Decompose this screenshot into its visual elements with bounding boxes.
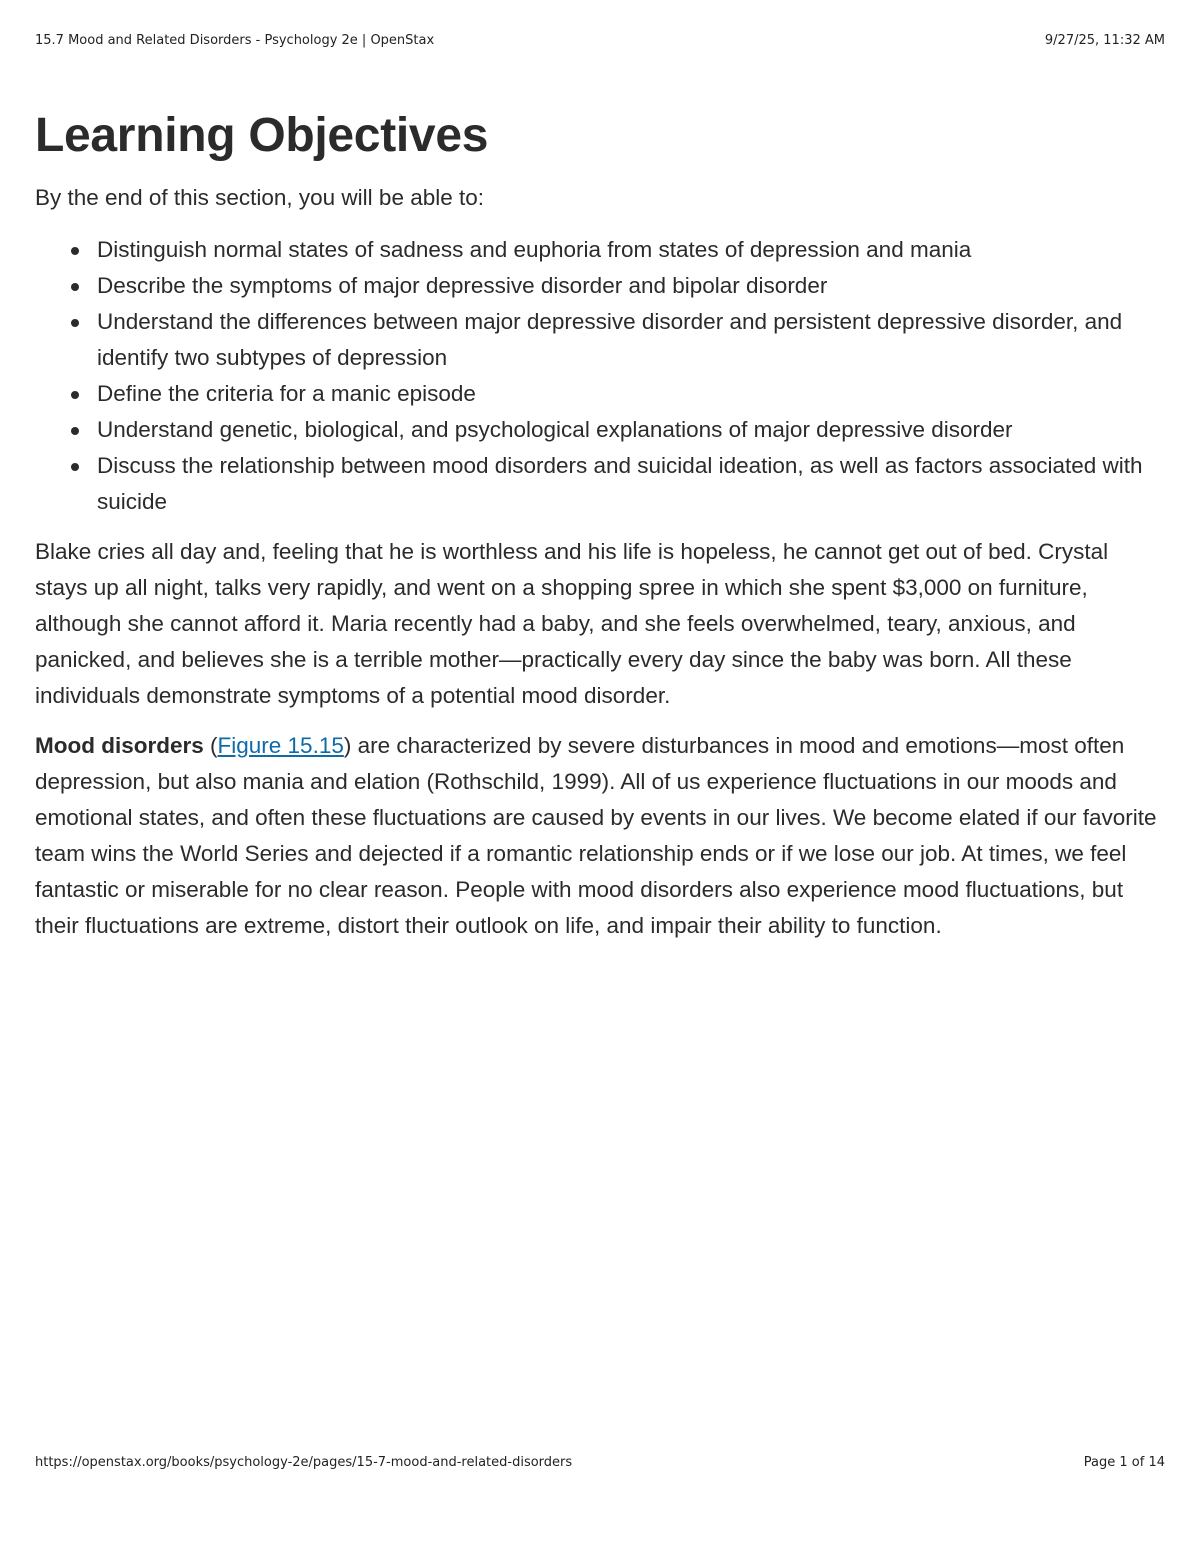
page-url: https://openstax.org/books/psychology-2e/pages/15-7-mood-and-related-disorders [35, 1455, 573, 1470]
objectives-list [35, 232, 1165, 520]
bullet-icon [71, 463, 79, 471]
bullet-icon [71, 427, 79, 435]
page-number: Page 1 of 14 [1083, 1455, 1165, 1470]
print-header [35, 33, 1165, 51]
bullet-icon [71, 247, 79, 255]
objectives-intro: By the end of this section, you will be able to: [35, 185, 485, 210]
paren-open: ( [203, 733, 218, 758]
scenario-paragraph: Blake cries all day and, feeling that he is worthless and his life is hopeless, he cannot get out of bed. Crystal stays up all night, talks very rapidly, and went on a shopping spree in which she spent $3,000 on furniture, although she cannot afford it. Maria recently had a baby, and she feels overwhelmed, teary, anxious, and panicked, and believes she is a terrible mother—practically every day since the baby was born. All these individuals demonstrate symptoms of a potential mood disorder. [35, 539, 1109, 708]
definition-paragraph [35, 728, 1165, 944]
list-item [97, 412, 1165, 448]
main-content [35, 108, 1165, 958]
list-item [97, 268, 1165, 304]
section-heading: Learning Objectives [35, 109, 489, 162]
page-title-header: 15.7 Mood and Related Disorders - Psychology 2e | OpenStax [35, 33, 435, 48]
objective-text: Understand the differences between major depressive disorder and persistent depressive disorder, and identify two subtypes of depression [97, 309, 1123, 370]
list-item [97, 448, 1165, 520]
objective-text: Describe the symptoms of major depressive disorder and bipolar disorder [97, 273, 828, 298]
objective-text: Define the criteria for a manic episode [97, 381, 476, 406]
list-item [97, 304, 1165, 376]
objective-text: Understand genetic, biological, and psychological explanations of major depressive disorder [97, 417, 1013, 442]
key-term: Mood disorders [35, 733, 204, 758]
print-footer [35, 1455, 1165, 1473]
list-item [97, 376, 1165, 412]
figure-link[interactable]: Figure 15.15 [217, 733, 344, 758]
bullet-icon [71, 283, 79, 291]
print-timestamp: 9/27/25, 11:32 AM [1044, 33, 1165, 48]
bullet-icon [71, 319, 79, 327]
definition-text: ) are characterized by severe disturbances in mood and emotions—most often depression, but also mania and elation (Rothschild, 1999). All of us experience fluctuations in our moods and emotional states, and often these fluctuations are caused by events in our lives. We become elated if our favorite team wins the World Series and dejected if a romantic relationship ends or if we lose our job. At times, we feel fantastic or miserable for no clear reason. People with mood disorders also experience mood fluctuations, but their fluctuations are extreme, distort their outlook on life, and impair their ability to function. [35, 733, 1157, 938]
objective-text: Discuss the relationship between mood disorders and suicidal ideation, as well as factors associated with suicide [97, 453, 1143, 514]
bullet-icon [71, 391, 79, 399]
list-item [97, 232, 1165, 268]
objective-text: Distinguish normal states of sadness and euphoria from states of depression and mania [97, 237, 972, 262]
